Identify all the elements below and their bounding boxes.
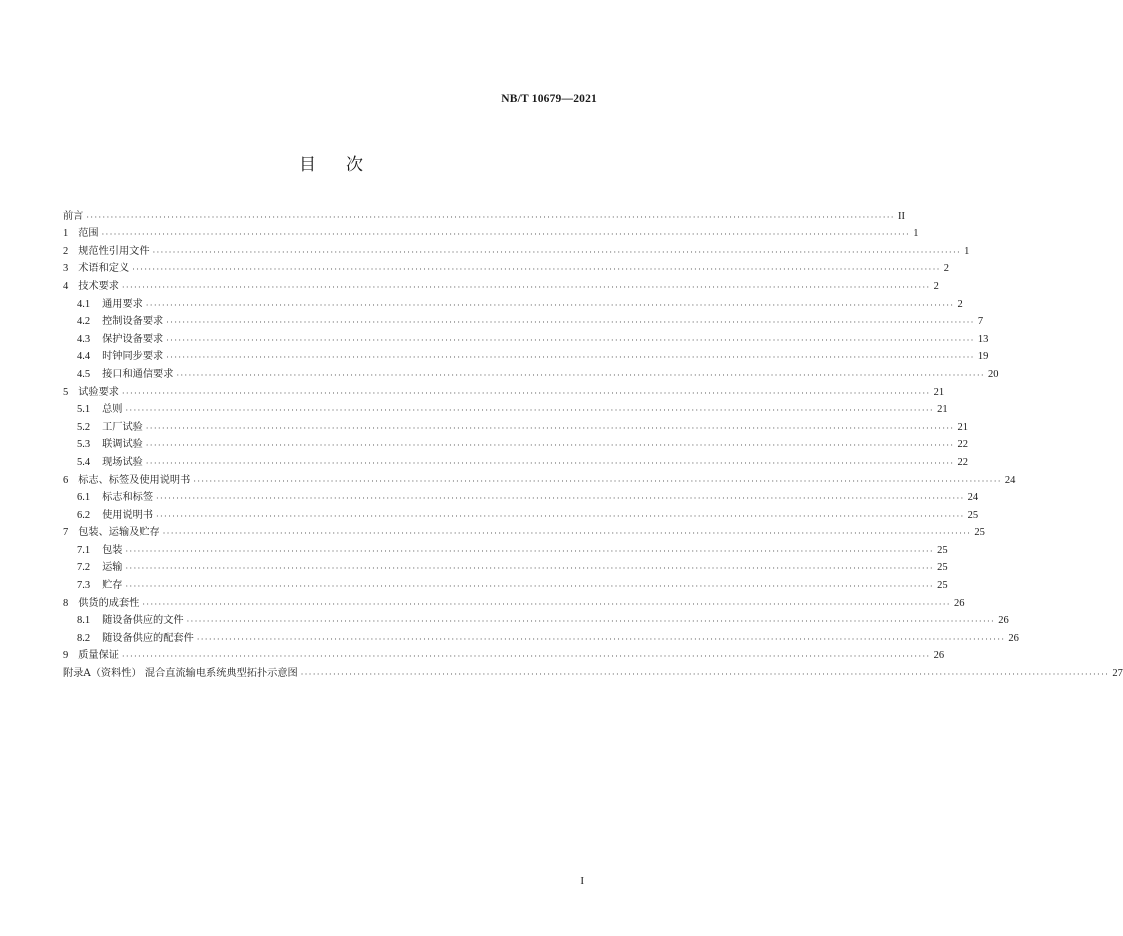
toc-entry[interactable]	[63, 417, 968, 435]
toc-entry-page: 21	[957, 421, 968, 433]
toc-entry-number: 4	[63, 280, 69, 292]
toc-entry-label: 运输	[102, 562, 123, 574]
toc-entry-number: 7	[63, 527, 69, 539]
dot-leader: ········································································································································································································	[156, 511, 965, 521]
toc-entry[interactable]	[63, 523, 985, 541]
toc-entry-number: 7.2	[77, 562, 91, 574]
dot-leader: ········································································································································································································	[125, 564, 935, 574]
toc-entry[interactable]	[63, 558, 948, 576]
toc-entry-page: 21	[937, 404, 948, 416]
toc-entry-label: 前言	[63, 210, 84, 222]
toc-entry-page: 22	[957, 439, 968, 451]
dot-leader: ········································································································································································································	[132, 265, 941, 275]
toc-entry-number: 4.5	[77, 368, 91, 380]
toc-entry-label: 标志、标签及使用说明书	[78, 474, 191, 486]
toc-entry-page: 26	[933, 650, 945, 662]
toc-entry[interactable]	[63, 628, 1019, 646]
toc-entry-label: 试验要求	[78, 386, 119, 398]
dot-leader: ········································································································································································································	[122, 282, 931, 292]
toc-entry-page: 24	[1004, 474, 1016, 486]
toc-entry-page: 7	[977, 316, 984, 328]
toc-entry-page: 26	[1008, 632, 1019, 644]
toc-entry-number: 6	[63, 474, 69, 486]
toc-entry-label: 随设备供应的配套件	[102, 632, 194, 644]
toc-entry-page: 25	[937, 562, 948, 574]
standard-number: NB/T 10679—2021	[501, 93, 597, 105]
dot-leader: ········································································································································································································	[162, 529, 972, 539]
toc-entry-page: 27	[1112, 668, 1123, 680]
toc-entry[interactable]	[63, 488, 979, 506]
page-number: I	[580, 875, 584, 887]
toc-entry-label: 规范性引用文件	[78, 245, 150, 257]
dot-leader: ········································································································································································································	[193, 476, 1002, 486]
toc-entry-number: 5.2	[77, 421, 91, 433]
dot-leader: ········································································································································································································	[300, 670, 1110, 680]
toc-entry-label: 技术要求	[78, 280, 119, 292]
toc-entry-label: 时钟同步要求	[102, 351, 164, 363]
toc-entry[interactable]	[63, 505, 979, 523]
toc-entry-label: 工厂试验	[102, 421, 143, 433]
toc-entry[interactable]	[63, 540, 948, 558]
toc-entry[interactable]	[63, 364, 999, 382]
dot-leader: ········································································································································································································	[176, 370, 986, 380]
toc-entry-number: 2	[63, 245, 69, 257]
dot-leader: ········································································································································································································	[122, 652, 931, 662]
toc-entry-page: 2	[933, 280, 939, 292]
dot-leader: ········································································································································································································	[145, 458, 955, 468]
toc-entry-page: 24	[967, 492, 979, 504]
toc-entry-label: 随设备供应的文件	[102, 615, 184, 627]
dot-leader: ········································································································································································································	[125, 582, 935, 592]
toc-entry-label: 供货的成套性	[78, 597, 140, 609]
toc-entry-number: 4.3	[77, 333, 91, 345]
toc-entry[interactable]	[63, 329, 989, 347]
toc-entry-label: 贮存	[102, 580, 123, 592]
dot-leader: ········································································································································································································	[152, 247, 962, 257]
toc-entry-number: 4.2	[77, 316, 91, 328]
dot-leader: ········································································································································································································	[166, 353, 975, 363]
toc-title: 目次	[299, 155, 393, 175]
dot-leader: ········································································································································································································	[86, 212, 895, 222]
dot-leader: ········································································································································································································	[196, 634, 1006, 644]
toc-entry[interactable]	[63, 400, 948, 418]
toc-entry-label: 联调试验	[102, 439, 143, 451]
toc-entry-number: 5.4	[77, 456, 91, 468]
toc-entry[interactable]	[63, 259, 950, 277]
toc-entry[interactable]	[63, 312, 984, 330]
toc-entry[interactable]	[63, 382, 945, 400]
toc-entry-page: 20	[988, 368, 999, 380]
toc-entry[interactable]	[63, 224, 919, 242]
toc-entry-page: 2	[957, 298, 963, 310]
toc-entry[interactable]	[63, 611, 1009, 629]
dot-leader: ········································································································································································································	[186, 617, 996, 627]
toc-entry[interactable]	[63, 276, 939, 294]
toc-entry-page: 25	[937, 544, 948, 556]
toc-entry-label: 总则	[102, 404, 123, 416]
toc-entry[interactable]	[63, 646, 945, 664]
toc-entry-label: 通用要求	[102, 298, 143, 310]
toc-entry[interactable]	[63, 294, 963, 312]
toc-entry[interactable]	[63, 593, 965, 611]
dot-leader: ········································································································································································································	[166, 318, 975, 328]
toc-entry-page: 2	[943, 263, 950, 275]
toc-entry-number: 5.3	[77, 439, 91, 451]
toc-entry[interactable]	[63, 663, 1123, 681]
toc-entry-number: 6.2	[77, 509, 91, 521]
toc-entry-number: 4.4	[77, 351, 91, 363]
toc-entry-label: 标志和标签	[102, 492, 154, 504]
toc-entry-label: 范围	[78, 228, 99, 240]
toc-entry-page: 1	[913, 228, 919, 240]
toc-entry-number: 7.1	[77, 544, 91, 556]
dot-leader: ········································································································································································································	[125, 406, 935, 416]
toc-entry-page: 1	[964, 245, 970, 257]
toc-entry[interactable]	[63, 575, 948, 593]
toc-entry-number: 5	[63, 386, 69, 398]
toc-entry-label: 保护设备要求	[102, 333, 164, 345]
dot-leader: ········································································································································································································	[122, 388, 931, 398]
toc-entry-number: 8.1	[77, 615, 91, 627]
toc-entry-page: 26	[998, 615, 1009, 627]
toc-entry-number: 7.3	[77, 580, 91, 592]
dot-leader: ········································································································································································································	[156, 494, 965, 504]
toc-entry[interactable]	[63, 435, 968, 453]
toc-entry-page: 19	[977, 351, 989, 363]
toc-entry-page: 21	[933, 386, 945, 398]
dot-leader: ········································································································································································································	[145, 441, 955, 451]
toc-entry-page: II	[897, 210, 905, 222]
toc-entry-number: 4.1	[77, 298, 91, 310]
dot-leader: ········································································································································································································	[145, 423, 955, 433]
toc-entry-number: 8	[63, 597, 69, 609]
toc-entry-page: 25	[974, 527, 985, 539]
toc-entry[interactable]	[63, 470, 1016, 488]
toc-entry-label: 现场试验	[102, 456, 143, 468]
toc-entry-page: 25	[937, 580, 948, 592]
toc-entry-label: 接口和通信要求	[102, 368, 174, 380]
toc-entry-number: 3	[63, 263, 69, 275]
table-of-contents	[63, 206, 1123, 681]
dot-leader: ········································································································································································································	[125, 546, 935, 556]
toc-entry-number: 6.1	[77, 492, 91, 504]
dot-leader: ········································································································································································································	[101, 230, 911, 240]
toc-entry-page: 26	[953, 597, 965, 609]
dot-leader: ········································································································································································································	[145, 300, 955, 310]
toc-entry-page: 25	[967, 509, 979, 521]
toc-entry-label: 控制设备要求	[102, 316, 164, 328]
toc-entry-label: 附录A（资料性） 混合直流输电系统典型拓扑示意图	[63, 668, 298, 680]
toc-entry-number: 9	[63, 650, 69, 662]
toc-entry-label: 包装	[102, 544, 123, 556]
dot-leader: ········································································································································································································	[142, 599, 951, 609]
toc-entry[interactable]	[63, 347, 989, 365]
toc-entry-label: 使用说明书	[102, 509, 154, 521]
dot-leader: ········································································································································································································	[166, 335, 975, 345]
toc-entry-number: 1	[63, 228, 69, 240]
toc-entry-number: 8.2	[77, 632, 91, 644]
toc-entry-label: 术语和定义	[78, 263, 130, 275]
toc-entry-number: 5.1	[77, 404, 91, 416]
toc-entry-label: 包装、运输及贮存	[78, 527, 160, 539]
toc-entry-page: 22	[957, 456, 968, 468]
toc-entry[interactable]	[63, 452, 968, 470]
toc-entry-label: 质量保证	[78, 650, 119, 662]
toc-entry-page: 13	[977, 333, 989, 345]
toc-entry[interactable]	[63, 206, 905, 224]
toc-entry[interactable]	[63, 241, 970, 259]
